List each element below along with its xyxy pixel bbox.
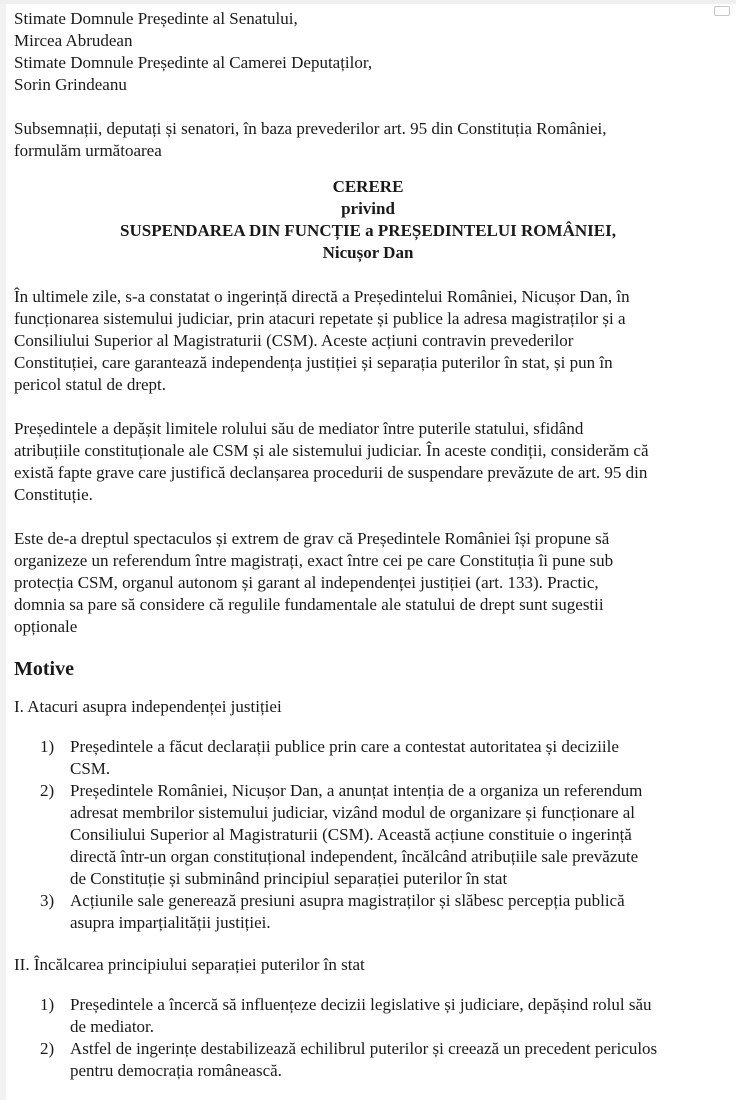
reasons-list	[40, 994, 722, 1082]
paragraph	[14, 418, 722, 506]
paragraph-line: Constituție.	[14, 485, 93, 504]
list-line: de mediator.	[70, 1017, 155, 1036]
list-line: de Constituție și subminând principiul separației puterilor în stat	[70, 869, 508, 888]
paragraph-line: domnia sa pare să considere că regulile fundamentale ale statului de drept sunt sugestii	[14, 595, 604, 614]
list-line: Acțiunile sale generează presiuni asupra magistraților și slăbesc percepția publică	[70, 891, 625, 910]
page-left-edge	[0, 0, 6, 1100]
list-line: Astfel de ingerințe destabilizează echilibrul puterilor și creează un precedent periculos	[70, 1039, 658, 1058]
document-body	[14, 8, 722, 1082]
paragraph-line: Președintele a depășit limitele rolului său de mediator între puterile statului, sfidând	[14, 419, 584, 438]
list-text	[70, 1038, 722, 1082]
intro-line: formulăm următoarea	[14, 141, 162, 160]
list-line: directă într-un organ constituțional independent, încălcând atribuțiile sale prevăzute	[70, 847, 639, 866]
list-number: 3)	[40, 891, 55, 910]
list-number: 1)	[40, 737, 55, 756]
paragraph-line: pericol statul de drept.	[14, 375, 167, 394]
list-line: Președintele a încercă să influențeze decizii legislative și judiciare, depășind rolul său	[70, 995, 652, 1014]
paragraph-line: există fapte grave care justifică declanșarea procedurii de suspendare prevăzute de art. 95 din	[14, 463, 648, 482]
paragraph	[14, 286, 722, 396]
paragraph-line: Este de-a dreptul spectaculos și extrem de grav că Președintele României își propune să	[14, 529, 610, 548]
list-line: Consiliului Superior al Magistraturii (CSM). Această acțiune constituie o ingerință	[70, 825, 632, 844]
list-line: adresat membrilor sistemului judiciar, vizând modul de organizare și funcționare al	[70, 803, 636, 822]
paragraph-line: În ultimele zile, s-a constatat o ingerință directă a Președintelui României, Nicușor Dan, în	[14, 287, 630, 306]
paragraph-line: Constituției, care garantează independența justiției și separația puterilor în stat, și pun în	[14, 353, 613, 372]
intro-block	[14, 118, 722, 162]
salutation-line: Stimate Domnule Președinte al Camerei Deputaților,	[14, 53, 373, 72]
list-text	[70, 890, 722, 934]
list-line: CSM.	[70, 759, 111, 778]
list-line: asupra imparțialității justiției.	[70, 913, 271, 932]
title-line: Nicușor Dan	[322, 243, 414, 262]
list-number: 2)	[40, 781, 55, 800]
title-line: CERERE	[332, 177, 404, 196]
paragraph-line: organizeze un referendum între magistrați, exact între cei pe care Constituția îi pune sub	[14, 551, 614, 570]
list-item	[40, 1038, 722, 1082]
list-line: Președintele a făcut declarații publice prin care a contestat autoritatea și deciziile	[70, 737, 619, 756]
title-line: SUSPENDAREA DIN FUNCȚIE a PREȘEDINTELUI ROMÂNIEI,	[120, 221, 616, 240]
list-number: 2)	[40, 1039, 55, 1058]
salutation-block	[14, 8, 722, 96]
paragraph-line: Consiliului Superior al Magistraturii (CSM). Aceste acțiuni contravin prevederilor	[14, 331, 574, 350]
page-top-edge	[0, 0, 736, 4]
salutation-line: Mircea Abrudean	[14, 31, 133, 50]
paragraph-line: protecția CSM, organul autonom și garant al independenței justiției (art. 133). Practic,	[14, 573, 599, 592]
list-text	[70, 780, 722, 890]
list-text	[70, 736, 722, 780]
list-item	[40, 890, 722, 934]
list-item	[40, 736, 722, 780]
list-line: Președintele României, Nicușor Dan, a anunțat intenția de a organiza un referendum	[70, 781, 643, 800]
intro-line: Subsemnații, deputați și senatori, în baza prevederilor art. 95 din Constituția României,	[14, 119, 607, 138]
list-line: pentru democrația românească.	[70, 1061, 282, 1080]
reasons-list	[40, 736, 722, 934]
salutation-line: Stimate Domnule Președinte al Senatului,	[14, 9, 298, 28]
salutation-line: Sorin Grindeanu	[14, 75, 127, 94]
section-heading-motive: Motive	[14, 658, 74, 680]
paragraph	[14, 528, 722, 638]
title-line: privind	[341, 199, 395, 218]
paragraph-line: funcționarea sistemului judiciar, prin atacuri repetate și publice la adresa magistraților și a	[14, 309, 626, 328]
list-item	[40, 994, 722, 1038]
list-item	[40, 780, 722, 890]
paragraph-line: opționale	[14, 617, 78, 636]
list-text	[70, 994, 722, 1038]
list-number: 1)	[40, 995, 55, 1014]
document-title	[14, 176, 722, 264]
paragraph-line: atribuțiile constituționale ale CSM și ale sistemului judiciar. În aceste condiții, considerăm că	[14, 441, 649, 460]
subsection-title: II. Încălcarea principiului separației puterilor în stat	[14, 955, 365, 974]
subsection-title: I. Atacuri asupra independenței justiției	[14, 697, 282, 716]
